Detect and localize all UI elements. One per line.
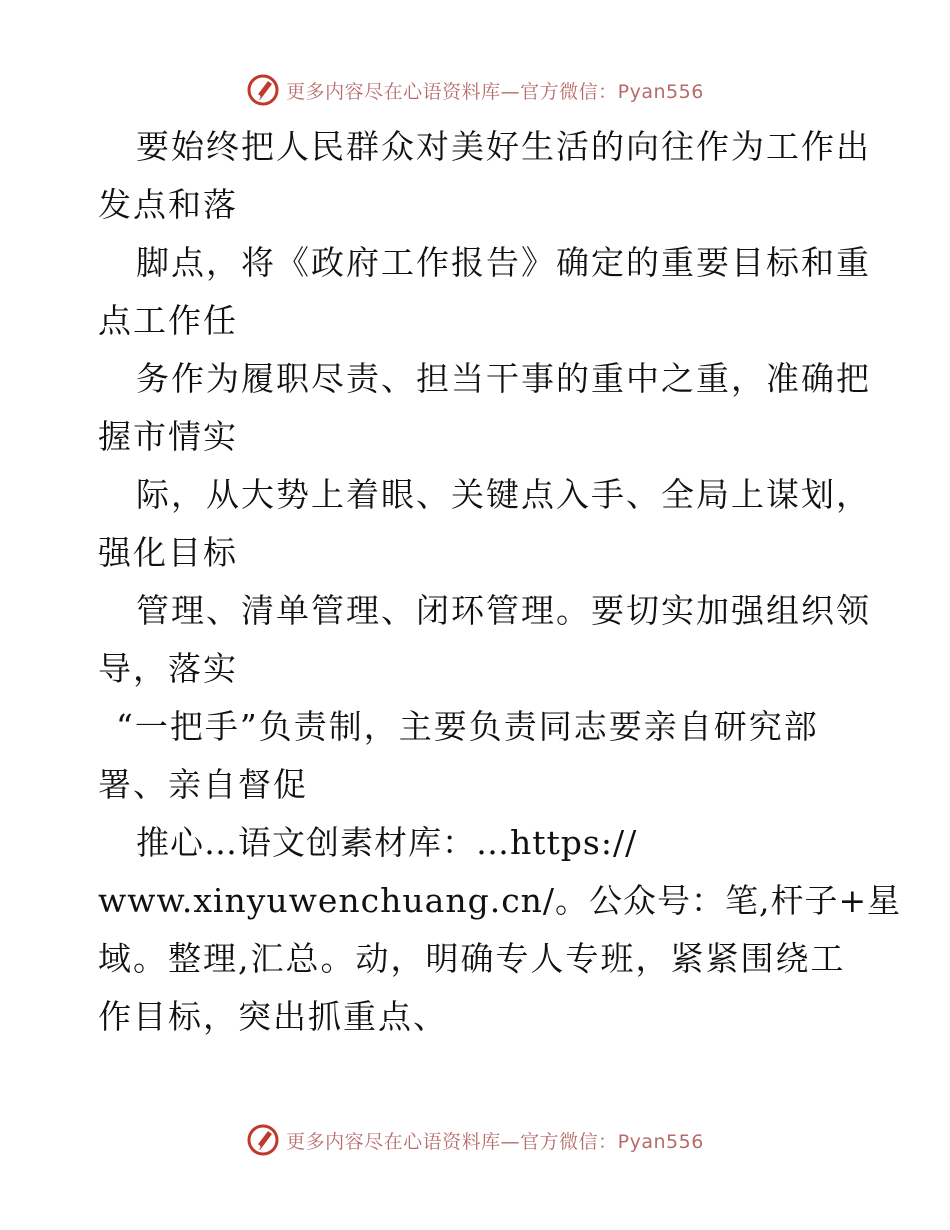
pen-logo-icon xyxy=(246,73,280,107)
text-line: “一把手”负责制，主要负责同志要亲自研究部 xyxy=(116,707,819,746)
text-line: 署、亲自督促 xyxy=(98,765,308,804)
text-line: 作目标，突出抓重点、 xyxy=(98,997,448,1036)
text-line: 推心…语文创素材库：…https:// xyxy=(136,823,638,862)
text-line: 管理、清单管理、闭环管理。要切实加强组织领 xyxy=(136,591,871,630)
text-line: www.xinyuwenchuang.cn/。公众号：笔,杆子+星 xyxy=(98,881,902,920)
header-banner-text: 更多内容尽在心语资料库—官方微信：Pyan556 xyxy=(286,80,704,103)
pen-logo-icon xyxy=(246,1123,280,1157)
text-line: 务作为履职尽责、担当干事的重中之重，准确把 xyxy=(136,359,871,398)
text-line: 际，从大势上着眼、关键点入手、全局上谋划， xyxy=(136,475,871,514)
text-line: 握市情实 xyxy=(98,417,238,456)
footer-banner-text: 更多内容尽在心语资料库—官方微信：Pyan556 xyxy=(286,1130,704,1153)
header-banner xyxy=(0,70,950,110)
document-body xyxy=(98,118,902,1046)
text-line: 点工作任 xyxy=(98,301,238,340)
text-line: 脚点，将《政府工作报告》确定的重要目标和重 xyxy=(136,243,871,282)
text-line: 域。整理,汇总。动，明确专人专班，紧紧围绕工 xyxy=(98,939,846,978)
text-line: 强化目标 xyxy=(98,533,238,572)
text-line: 要始终把人民群众对美好生活的向往作为工作出 xyxy=(136,127,871,166)
footer-banner xyxy=(0,1120,950,1160)
text-line: 导，落实 xyxy=(98,649,238,688)
text-line: 发点和落 xyxy=(98,185,238,224)
